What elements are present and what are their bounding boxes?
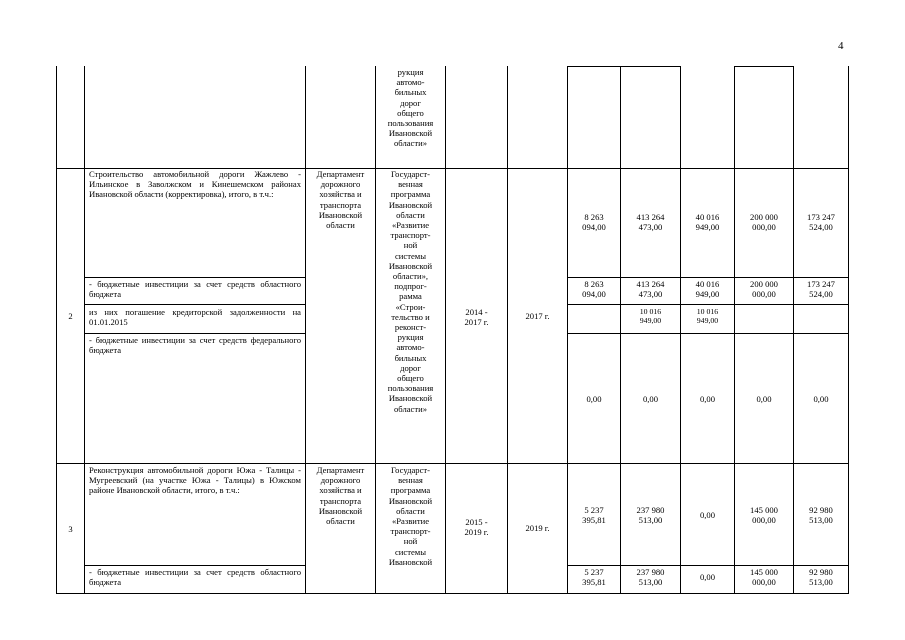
table-rule	[848, 66, 849, 594]
table-rule	[445, 66, 446, 594]
table-rule	[507, 66, 508, 594]
program-cell: рукция автомо- бильных дорог общего пользования Ивановской области»	[387, 67, 434, 149]
amount-cell: 145 000 000,00	[750, 505, 778, 526]
amount-cell: 200 000 000,00	[750, 212, 778, 233]
amount-cell: 0,00	[699, 510, 716, 520]
amount-cell: 237 980 513,00	[636, 505, 665, 526]
table-rule	[735, 66, 793, 67]
executor-cell: Департамент дорожного хозяйства и транспорта Ивановской области	[316, 465, 365, 527]
amount-cell: 173 247 524,00	[807, 212, 835, 233]
amount-cell: 0,00	[586, 394, 602, 404]
amount-cell: 0,00	[699, 394, 716, 404]
object-title: Реконструкция автомобильной дороги Южа - Талицы - Мугреевский (на участке Южа - Талицы) в Южском районе Ивановской области, итого, в т.ч.:	[89, 465, 301, 496]
amount-cell: 0,00	[699, 572, 716, 582]
amount-cell: 8 263 094,00	[582, 279, 606, 300]
table-rule	[84, 565, 305, 566]
program-cell: Государст- венная программа Ивановской области «Развитие транспорт- ной системы Ивановской области», подпрог- рамма «Строи- тельство и реконст- рукция автомо- бильных дорог общего пользования Ивановской области»	[387, 169, 434, 414]
table-rule	[567, 277, 848, 278]
table-rule	[567, 333, 848, 334]
sub-item-label: - бюджетные инвестиции за счет средств федерального бюджета	[89, 335, 301, 356]
amount-cell: 92 980 513,00	[809, 567, 833, 588]
amount-cell: 10 016 949,00	[696, 307, 719, 326]
amount-cell: 413 264 473,00	[636, 279, 665, 300]
table-rule	[84, 277, 305, 278]
amount-cell: 40 016 949,00	[695, 279, 720, 300]
period-cell: 2014 - 2017 г.	[464, 307, 489, 328]
sub-item-label: из них погашение кредиторской задолженности на 01.01.2015	[89, 307, 301, 328]
amount-cell: 413 264 473,00	[636, 212, 665, 233]
sub-item-label: - бюджетные инвестиции за счет средств областного бюджета	[89, 567, 301, 588]
amount-cell: 237 980 513,00	[636, 567, 665, 588]
table-rule	[567, 304, 848, 305]
amount-cell: 0,00	[813, 394, 829, 404]
amount-cell: 5 237 395,81	[582, 567, 606, 588]
object-title: Строительство автомобильной дороги Жажлево - Ильинское в Заволжском и Кинешемском районах Ивановской области (корректировка), итого, в т.ч.:	[89, 169, 301, 200]
amount-cell: 0,00	[756, 394, 772, 404]
period-cell: 2015 - 2019 г.	[464, 517, 489, 538]
table-rule	[56, 66, 57, 594]
program-cell: Государст- венная программа Ивановской области «Развитие транспорт- ной системы Ивановской	[388, 465, 433, 567]
sub-item-label: - бюджетные инвестиции за счет средств областного бюджета	[89, 279, 301, 300]
row-number: 3	[68, 524, 73, 534]
completion-cell: 2019 г.	[525, 523, 550, 533]
amount-cell: 40 016 949,00	[695, 212, 720, 233]
table-rule	[567, 565, 848, 566]
table-rule	[84, 333, 305, 334]
table-rule	[56, 463, 848, 464]
amount-cell: 10 016 949,00	[639, 307, 662, 326]
table-rule	[84, 66, 85, 594]
table-rule	[56, 593, 848, 594]
executor-cell: Департамент дорожного хозяйства и транспорта Ивановской области	[316, 169, 365, 231]
amount-cell: 0,00	[642, 394, 659, 404]
amount-cell: 173 247 524,00	[807, 279, 835, 300]
page-number: 4	[838, 40, 844, 52]
amount-cell: 145 000 000,00	[750, 567, 778, 588]
row-number: 2	[68, 311, 73, 321]
amount-cell: 92 980 513,00	[809, 505, 833, 526]
amount-cell: 5 237 395,81	[582, 505, 606, 526]
completion-cell: 2017 г.	[525, 311, 550, 321]
table-rule	[568, 66, 680, 67]
amount-cell: 8 263 094,00	[582, 212, 606, 233]
table-rule	[84, 304, 305, 305]
amount-cell: 200 000 000,00	[750, 279, 778, 300]
